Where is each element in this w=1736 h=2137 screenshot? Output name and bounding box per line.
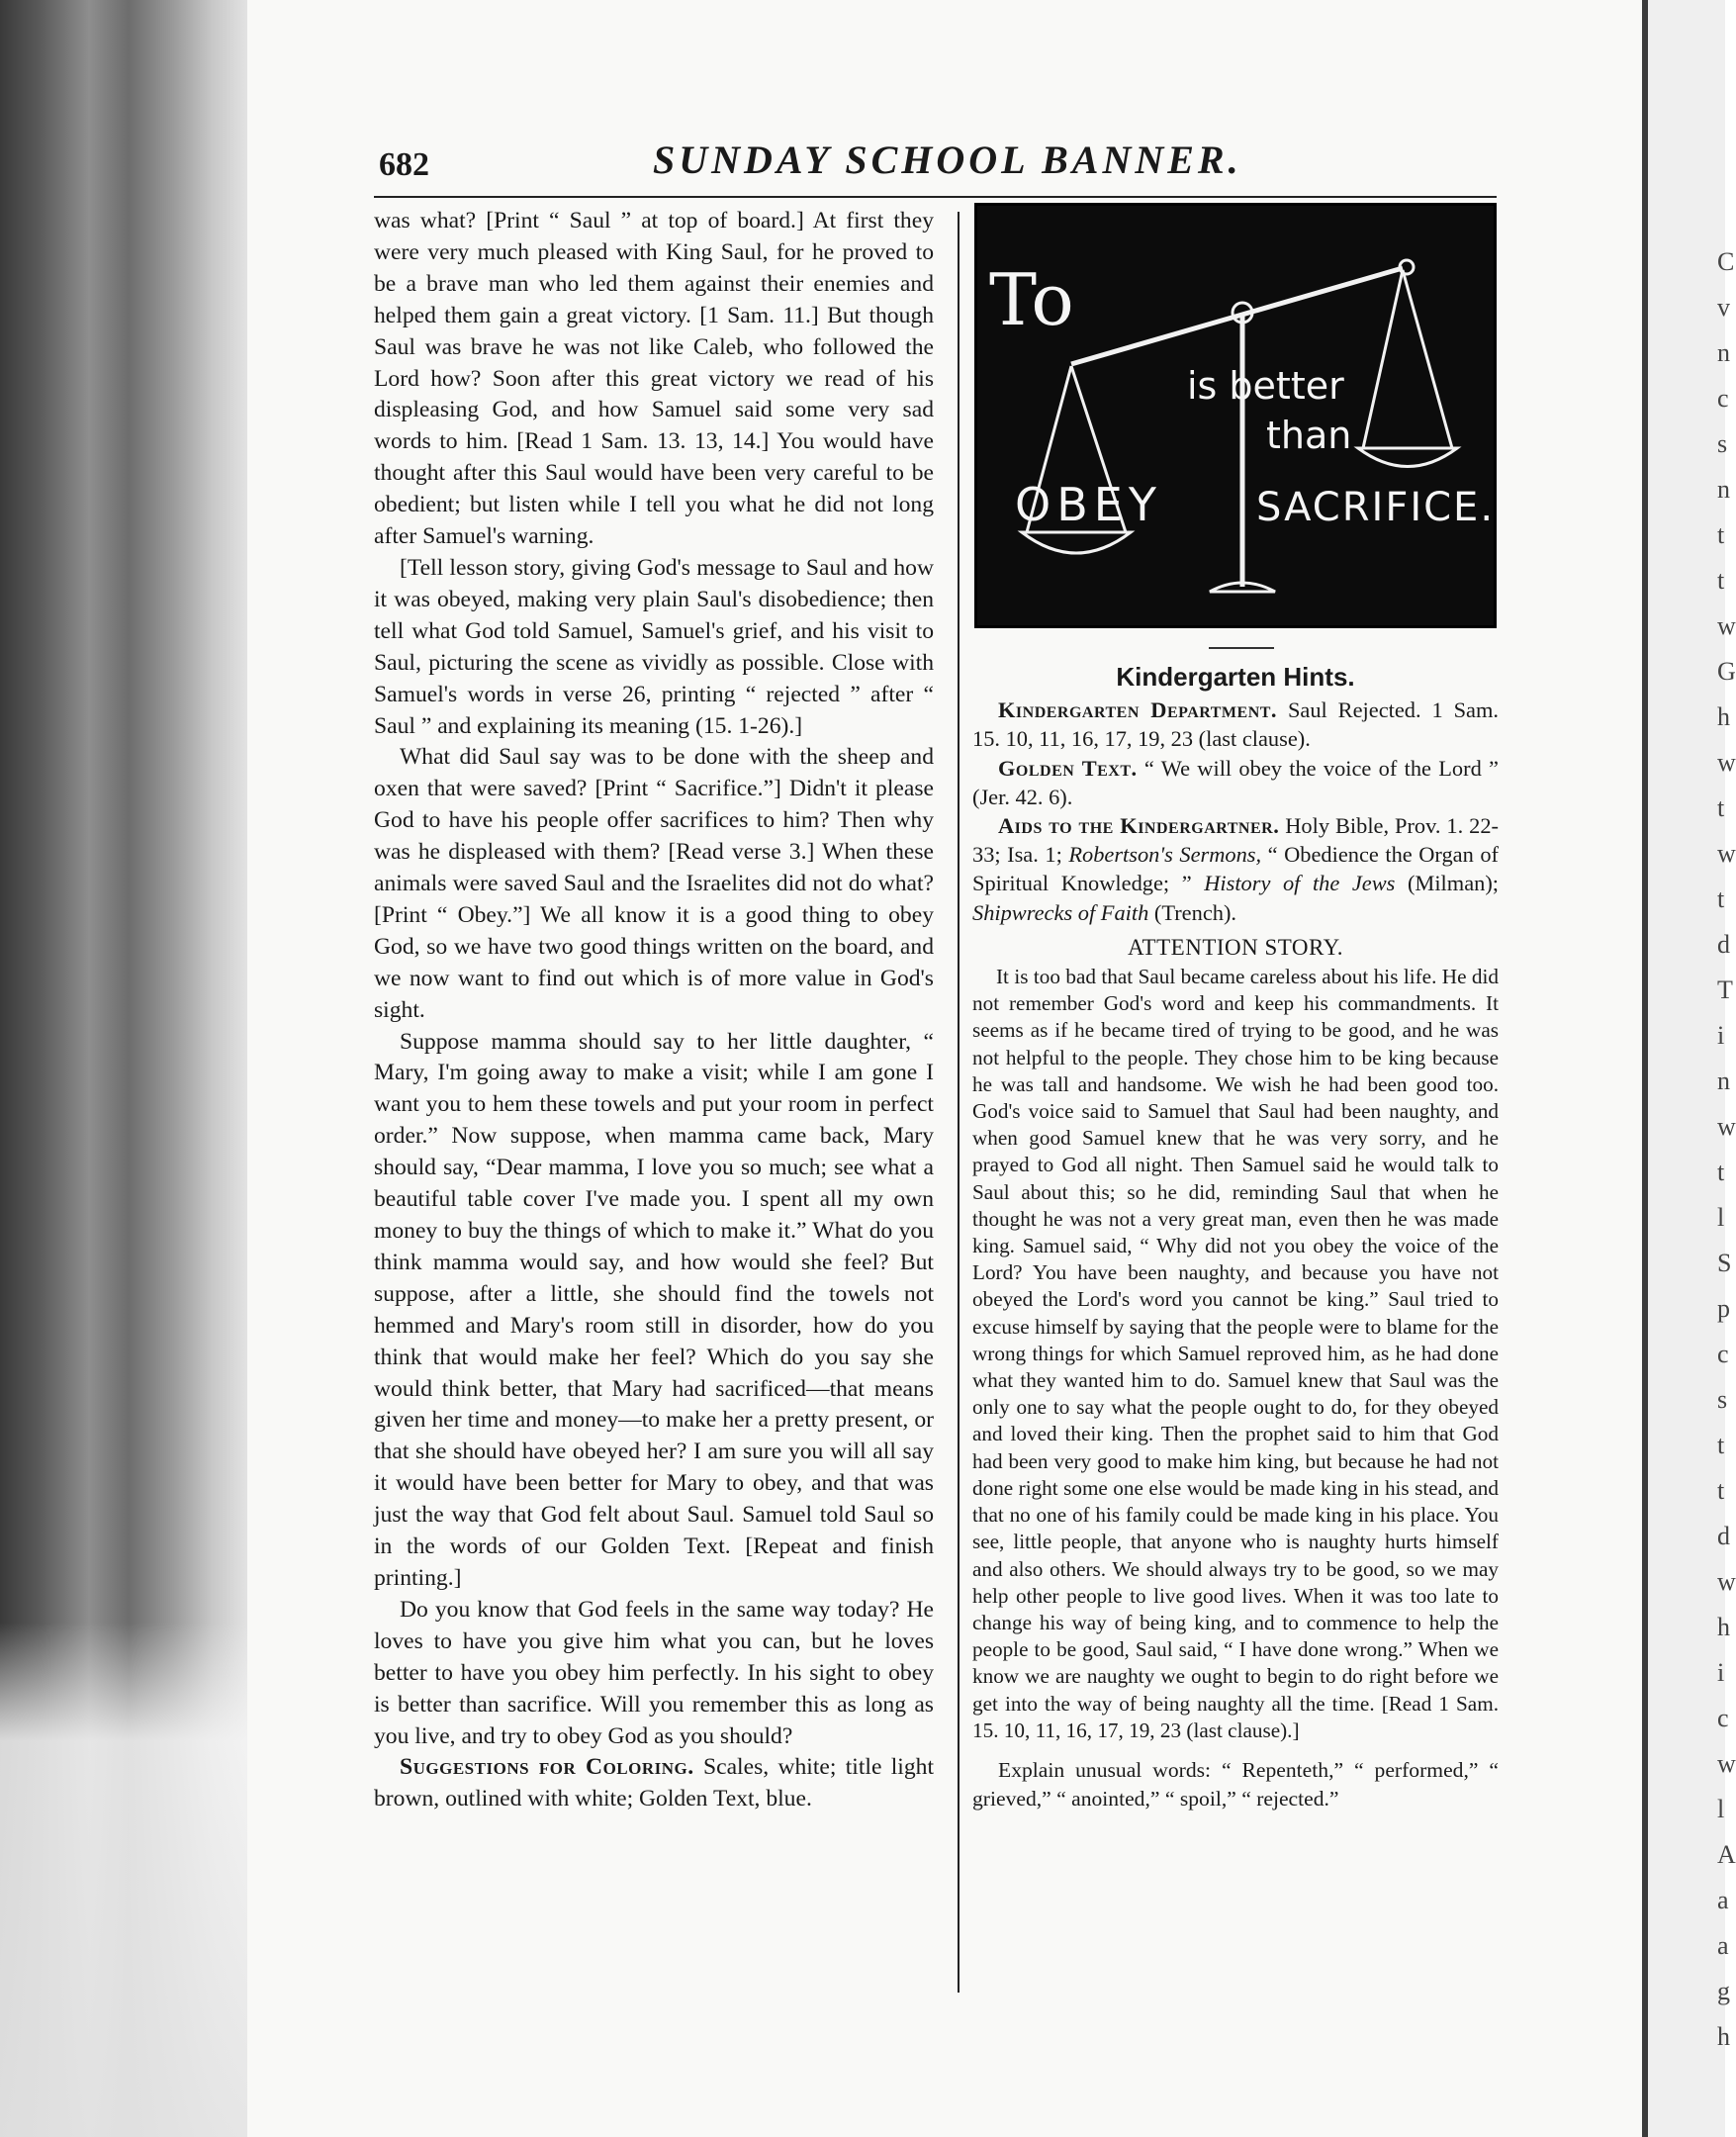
adjacent-page-fragment: n (1717, 475, 1730, 504)
adjacent-page-fragment: p (1717, 1294, 1730, 1323)
adjacent-page-fragment: t (1717, 1431, 1725, 1459)
adjacent-page-fragment: n (1717, 338, 1730, 367)
adjacent-page-fragment: c (1717, 1704, 1729, 1732)
aids-text: “ Obedience the Organ of Spiritual Knowledge; ” (972, 842, 1499, 896)
adjacent-page-fragment: G (1717, 657, 1736, 686)
paragraph: was what? [Print “ Saul ” at top of board.] At first they were very much pleased with King Saul, for he proved to be a brave man who led them against their enemies and helped them gain a great victory. [1 Sam. 11.] But though Saul was brave he was not like Caleb, who followed the Lord how? Soon after this great victory we read of his displeasing God, and how Samuel said some very sad words to him. [Read 1 Sam. 13. 13, 14.] You would have thought after this Saul would have been very careful to be obedient; but listen while I tell you what he did not long after Samuel's warning. (374, 208, 934, 550)
aids-title: History of the Jews (1204, 871, 1396, 896)
adjacent-page-fragment: g (1717, 1977, 1730, 2005)
emblem-word-sacrifice: SACRIFICE. (1256, 485, 1496, 530)
adjacent-page-fragment: w (1717, 611, 1736, 640)
coloring-label: Suggestions for Coloring. (400, 1754, 694, 1781)
scales-illustration (977, 206, 1494, 625)
subsection-title: ATTENTION STORY. (1128, 934, 1343, 960)
adjacent-page-fragment: t (1717, 793, 1725, 822)
left-column (374, 206, 934, 1815)
page-number: 682 (379, 146, 429, 183)
adjacent-page-fragment: l (1717, 1795, 1725, 1823)
aids-label: Aids to the Kindergartner. (998, 813, 1280, 839)
emblem-rule (1209, 647, 1274, 649)
paragraph: Explain unusual words: “ Repenteth,” “ performed,” “ grieved,” “ anointed,” “ spoil,” “ rejected.” (972, 1757, 1499, 1811)
paragraph (972, 696, 1499, 753)
adjacent-page-fragment: w (1717, 748, 1736, 777)
scale-base (1210, 583, 1275, 592)
adjacent-page-fragment: t (1717, 884, 1725, 913)
adjacent-page-fragment: l (1717, 1203, 1725, 1232)
adjacent-page-fragment: h (1717, 2022, 1730, 2051)
dept-text: Saul Rejected. 1 Sam. 15. 10, 11, 16, 17, 19, 23 (last clause). (972, 697, 1499, 752)
adjacent-page-fragment: s (1717, 429, 1728, 458)
aids-text: (Trench). (1148, 899, 1237, 925)
paragraph: It is too bad that Saul became careless about his life. He did not remember God's word and keep his commandments. It seems as if he became tired of trying to be good, and he was not helpful to the people. They chose him to be king because he was tall and handsome. We wish he had been good too. God's voice said to Samuel that Saul had been naughty, and when good Samuel knew that he was very sorry, and he prayed to God all night. Then Samuel said he would talk to Saul about this; so he did, reminding Saul that when he thought he was not a very great man, even then he was made king. Samuel said, “ Why did not you obey the voice of the Lord? You have been naughty, and because you have not obeyed the Lord's word you cannot be king.” Saul tried to excuse himself by saying that the people were to blame for the wrong things for which Samuel reproved him, as he had done what they wanted him to do. Samuel knew that Saul was the only one to say what the people ought to do, for they obeyed and loved their king. Then the prophet said to him that God had been very good to make him king, but because he had not done right some one else would be made king in his stead, and that no one of his family could be made king in his place. You see, little people, that anyone who is naughty hurts himself and also others. We should always try to be good, so we may help other people to live good lives. When it was too late to change his way of being king, and to commence to help the people to be good, Saul said, “ I have done wrong.” When we know we are naughty we ought to begin to do right before we get into the way of being naughty all the time. [Read 1 Sam. 15. 10, 11, 16, 17, 19, 23 (last clause).] (972, 965, 1499, 1742)
dept-label: Kindergarten Department. (998, 697, 1278, 723)
adjacent-page-fragment: T (1717, 976, 1733, 1004)
adjacent-page-fragment: i (1717, 1021, 1725, 1050)
aids-title: Shipwrecks of Faith (972, 899, 1149, 925)
adjacent-page-fragment: s (1717, 1385, 1728, 1414)
adjacent-page-fragment: h (1717, 1613, 1730, 1641)
emblem-word-is-better: is better (1187, 364, 1344, 408)
paragraph: Suppose mamma should say to her little daughter, “ Mary, I'm going away to make a visit; while I am gone I want you to hem these towels and put your room in perfect order.” Now suppose, when mamma came back, Mary should say, “Dear mamma, I love you so much; see what a beautiful table cover I've made you. I spent all my own money to buy the things of which to make it.” What do you think mamma would say, and how would she feel? But suppose, after a little, she should find the towels not hemmed and Mary's room still in disorder, how do you think that would make her feel? Which do you say she would think better, that Mary had sacrificed—that means given her time and money—to make her a pretty present, or that she should have obeyed her? I am sure you will all say it would have been better for Mary to obey, and that was just the way that God felt about Saul. Samuel told Saul so in the words of our Golden Text. [Repeat and finish printing.] (374, 1028, 934, 1591)
right-pan (1358, 448, 1457, 467)
golden-text-label: Golden Text. (998, 755, 1138, 781)
section-title: Kindergarten Hints. (1116, 662, 1355, 692)
adjacent-page-fragment: h (1717, 702, 1730, 731)
adjacent-page-fragment: w (1717, 1567, 1736, 1596)
adjacent-page-fragment: w (1717, 1112, 1736, 1141)
scale-beam (1071, 268, 1403, 364)
blackboard-emblem (974, 203, 1497, 628)
adjacent-page-fragment: C (1717, 247, 1735, 276)
aids-text: (Milman); (1395, 871, 1500, 896)
running-head: SUNDAY SCHOOL BANNER. (653, 138, 1242, 182)
adjacent-page-fragment: w (1717, 1749, 1736, 1778)
header-rule (374, 196, 1497, 198)
adjacent-page-fragment: S (1717, 1249, 1732, 1277)
adjacent-page-fragment: a (1717, 1886, 1729, 1914)
coloring-text: Scales, white; title light brown, outlined with white; Golden Text, blue. (374, 1754, 934, 1812)
adjacent-page-fragment: v (1717, 293, 1730, 322)
adjacent-page-fragment: t (1717, 1476, 1725, 1505)
left-pan (1022, 532, 1131, 553)
right-pan-string (1363, 270, 1403, 448)
aids-text: Holy Bible, Prov. 1. 22-33; Isa. 1; (972, 813, 1499, 868)
paragraph (972, 811, 1499, 927)
adjacent-page-fragment: t (1717, 566, 1725, 595)
aids-title: Robertson's Sermons, (1068, 842, 1262, 868)
adjacent-page-fragment: t (1717, 1158, 1725, 1186)
adjacent-page-fragment: a (1717, 1931, 1729, 1960)
adjacent-page-fragment: d (1717, 1522, 1730, 1550)
emblem-word-obey: OBEY (1015, 478, 1162, 531)
adjacent-page-fragment: c (1717, 1340, 1729, 1368)
book-binding (0, 0, 247, 2137)
attention-story (972, 964, 1499, 1744)
paragraph: Do you know that God feels in the same way today? He loves to have you give him what you can, but he loves better to have you obey him perfectly. In his sight to obey is better than sacrifice. Will you remember this as long as you live, and try to obey God as you should? (374, 1596, 934, 1749)
adjacent-page-fragment: A (1717, 1840, 1736, 1869)
paragraph (972, 754, 1499, 811)
adjacent-page-fragment: c (1717, 384, 1729, 413)
adjacent-page-fragment: i (1717, 1658, 1725, 1687)
emblem-word-to: To (989, 258, 1074, 341)
right-pan-string (1403, 270, 1452, 448)
column-divider (958, 212, 959, 1993)
golden-text: “ We will obey the voice of the Lord ” (Jer. 42. 6). (972, 755, 1499, 809)
paragraph (374, 1752, 934, 1815)
emblem-word-than: than (1266, 414, 1352, 457)
paragraph: What did Saul say was to be done with the sheep and oxen that were saved? [Print “ Sacrifice.”] Didn't it please God to have his people offer sacrifices to him? Then why was he displeased with them? [Read verse 3.] When these animals were saved Saul and the Israelites did not do what? [Print “ Obey.”] We all know it is a good thing to obey God, so we have two good things written on the board, and we now want to find out which is of more value in God's sight. (374, 744, 934, 1023)
adjacent-page-fragment: t (1717, 520, 1725, 549)
right-column (972, 659, 1499, 1813)
adjacent-page-fragment: n (1717, 1067, 1730, 1095)
adjacent-page-fragment: d (1717, 930, 1730, 959)
adjacent-page-fragment: w (1717, 839, 1736, 868)
adjacent-page-edge (1642, 0, 1736, 2137)
paragraph: [Tell lesson story, giving God's message to Saul and how it was obeyed, making very plain Saul's disobedience; then tell what God told Samuel, Samuel's grief, and his visit to Saul, picturing the scene as vividly as possible. Close with Samuel's words in verse 26, printing “ rejected ” after “ Saul ” and explaining its meaning (15. 1-26).] (374, 554, 934, 739)
